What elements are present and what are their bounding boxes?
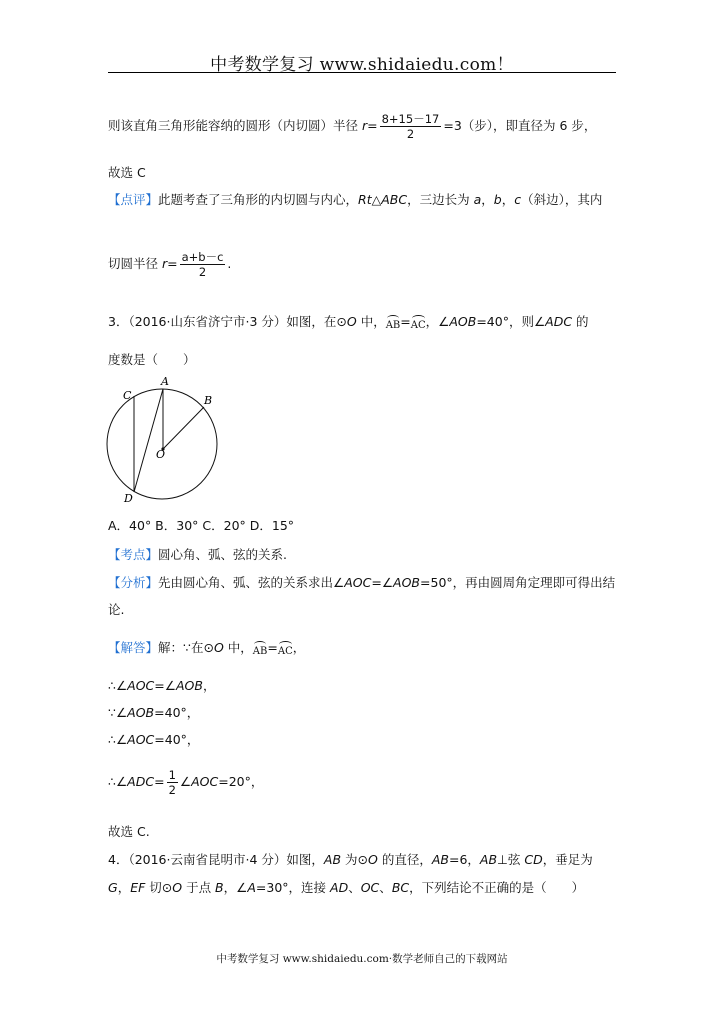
text: ∠ [179,774,192,789]
circle-o [107,389,217,499]
text: ， [292,640,306,655]
text: ， [501,192,515,207]
arc-ab: AB [253,640,268,657]
text: ，三边长为 [407,192,474,207]
text: ∴∠ [108,774,128,789]
text: 中， [223,640,253,655]
text: 此题考查了三角形的内切圆与内心， [158,192,359,207]
var-aob: AOB [175,678,203,693]
var-a: A [247,880,256,895]
text: 中， [356,314,386,329]
text: =40°， [154,705,200,720]
text: 切⊙ [145,880,173,895]
prev-line-radius [108,112,596,141]
q3-step2 [108,703,199,721]
text: ∴∠ [108,732,128,747]
var-b: b [493,192,502,207]
var-g: G [108,880,118,895]
text: ，下列结论不正确的是（ ） [409,880,585,895]
var-triangle: Rt△ABC [358,192,408,207]
var-o: O [213,640,224,655]
question-source: （2016·云南省昆明市·4 分） [128,852,287,867]
equals: = [267,640,278,655]
text: 圆心角、弧、弦的关系. [158,547,287,562]
equals: = [367,118,378,133]
var-ad: AD [330,880,349,895]
var-o: O [172,880,183,895]
arc-ac: AC [278,640,293,657]
chord-ad [134,389,166,492]
solution-tag: 【解答】 [108,640,159,655]
label-b: B [204,394,213,407]
var-o: O [346,314,357,329]
equals: = [400,314,411,329]
fraction-denominator: 2 [168,783,176,797]
var-ef: EF [130,880,146,895]
text: ，垂足为 [542,852,593,867]
text: 的 [572,314,589,329]
text: =50°，再由圆周角定理即可得出结 [420,575,616,590]
q4-stem-line2 [108,878,584,896]
page-footer: 中考数学复习 www.shidaiedu.com·数学老师自己的下载网站 [216,953,508,965]
text: =6， [448,852,480,867]
question-number: 4． [108,852,129,867]
q3-step1 [108,676,215,694]
text: 切圆半径 [108,256,162,271]
text: 则该直角三角形能容纳的圆形（内切圆）半径 [108,118,362,133]
var-aoc: AOC [344,575,372,590]
text: ∵∠ [108,705,128,720]
fraction-numerator: 8+15－17 [381,112,440,126]
var-aoc: AOC [191,774,219,789]
q3-analysis [108,573,615,591]
text: =20°， [218,774,264,789]
var-o: O [368,852,378,867]
knowledge-tag: 【考点】 [108,547,159,562]
q3-step3 [108,730,199,748]
fraction-half [167,768,178,797]
text: （斜边），其内 [521,192,603,207]
fraction-numerator: 1 [168,768,176,782]
q3-solution [108,638,305,657]
label-d: D [124,492,133,505]
page-header: 中考数学复习 www.shidaiedu.com！ [210,55,514,75]
text: 、 [379,880,392,895]
text: ⊥弦 [497,852,525,867]
label-c: C [123,389,132,402]
question-source: （2016·山东省济宁市·3 分） [128,314,287,329]
var-cd: CD [524,852,543,867]
var-aob: AOB [393,575,421,590]
question-number: 3． [108,314,129,329]
q3-stem-line2: 度数是（ ） [108,352,196,367]
fraction-numerator: a+b－c [181,250,224,264]
text: 于点 [182,880,216,895]
text: ， [117,880,131,895]
text: 、 [348,880,361,895]
q3-step4 [108,768,263,797]
prev-review [108,190,602,208]
text: =40°， [154,732,200,747]
arc-ac: AC [411,314,426,331]
text: 为⊙ [341,852,368,867]
q3-analysis-line2: 论. [108,602,125,617]
fraction [180,250,226,279]
fraction-denominator: 2 [406,127,415,141]
var-adc: ADC [127,774,155,789]
fraction [380,112,442,141]
label-o: O [156,448,166,461]
prev-formula [108,250,231,279]
text: ∴∠ [108,678,128,693]
var-r: r [361,118,368,133]
prev-answer: 故选 C [108,165,146,180]
equals: = [167,256,178,271]
var-bc: BC [391,880,410,895]
fraction-denominator: 2 [198,265,207,279]
review-tag: 【点评】 [108,192,159,207]
var-c: c [514,192,522,207]
var-ab: AB [431,852,449,867]
q3-options: A．40° B．30° C．20° D．15° [108,518,295,533]
var-aob: AOB [127,705,155,720]
equals: = [154,774,165,789]
text: ，∠ [425,314,450,329]
q4-stem [108,850,593,868]
text: =30°，连接 [255,880,331,895]
var-aoc: AOC [127,678,155,693]
text: ，∠ [223,880,248,895]
var-a: a [473,192,482,207]
text: =3（步），即直径为 6 步， [443,118,597,133]
q3-stem [108,312,589,331]
text: ， [202,678,216,693]
var-aob: AOB [449,314,477,329]
text: 的直径， [377,852,432,867]
text: =40°，则∠ [476,314,546,329]
q3-knowledge [108,545,287,563]
label-a: A [161,375,169,388]
text: 如图，在⊙ [286,314,347,329]
arc-ab: AB [386,314,401,331]
var-ab: AB [479,852,498,867]
text: 先由圆心角、弧、弦的关系求出∠ [158,575,345,590]
circle-figure [106,372,232,506]
analysis-tag: 【分析】 [108,575,159,590]
header-rule [108,72,616,73]
text: . [227,256,232,271]
text: 如图， [286,852,324,867]
text: ， [481,192,494,207]
var-aoc: AOC [127,732,155,747]
q3-final-answer: 故选 C. [108,824,150,839]
var-b: B [215,880,224,895]
var-r: r [161,256,168,271]
text: =∠ [154,678,176,693]
var-adc: ADC [545,314,573,329]
var-oc: OC [360,880,380,895]
radius-ob [163,407,204,449]
text: =∠ [371,575,394,590]
text: 解：∵在⊙ [158,640,214,655]
var-ab: AB [323,852,342,867]
